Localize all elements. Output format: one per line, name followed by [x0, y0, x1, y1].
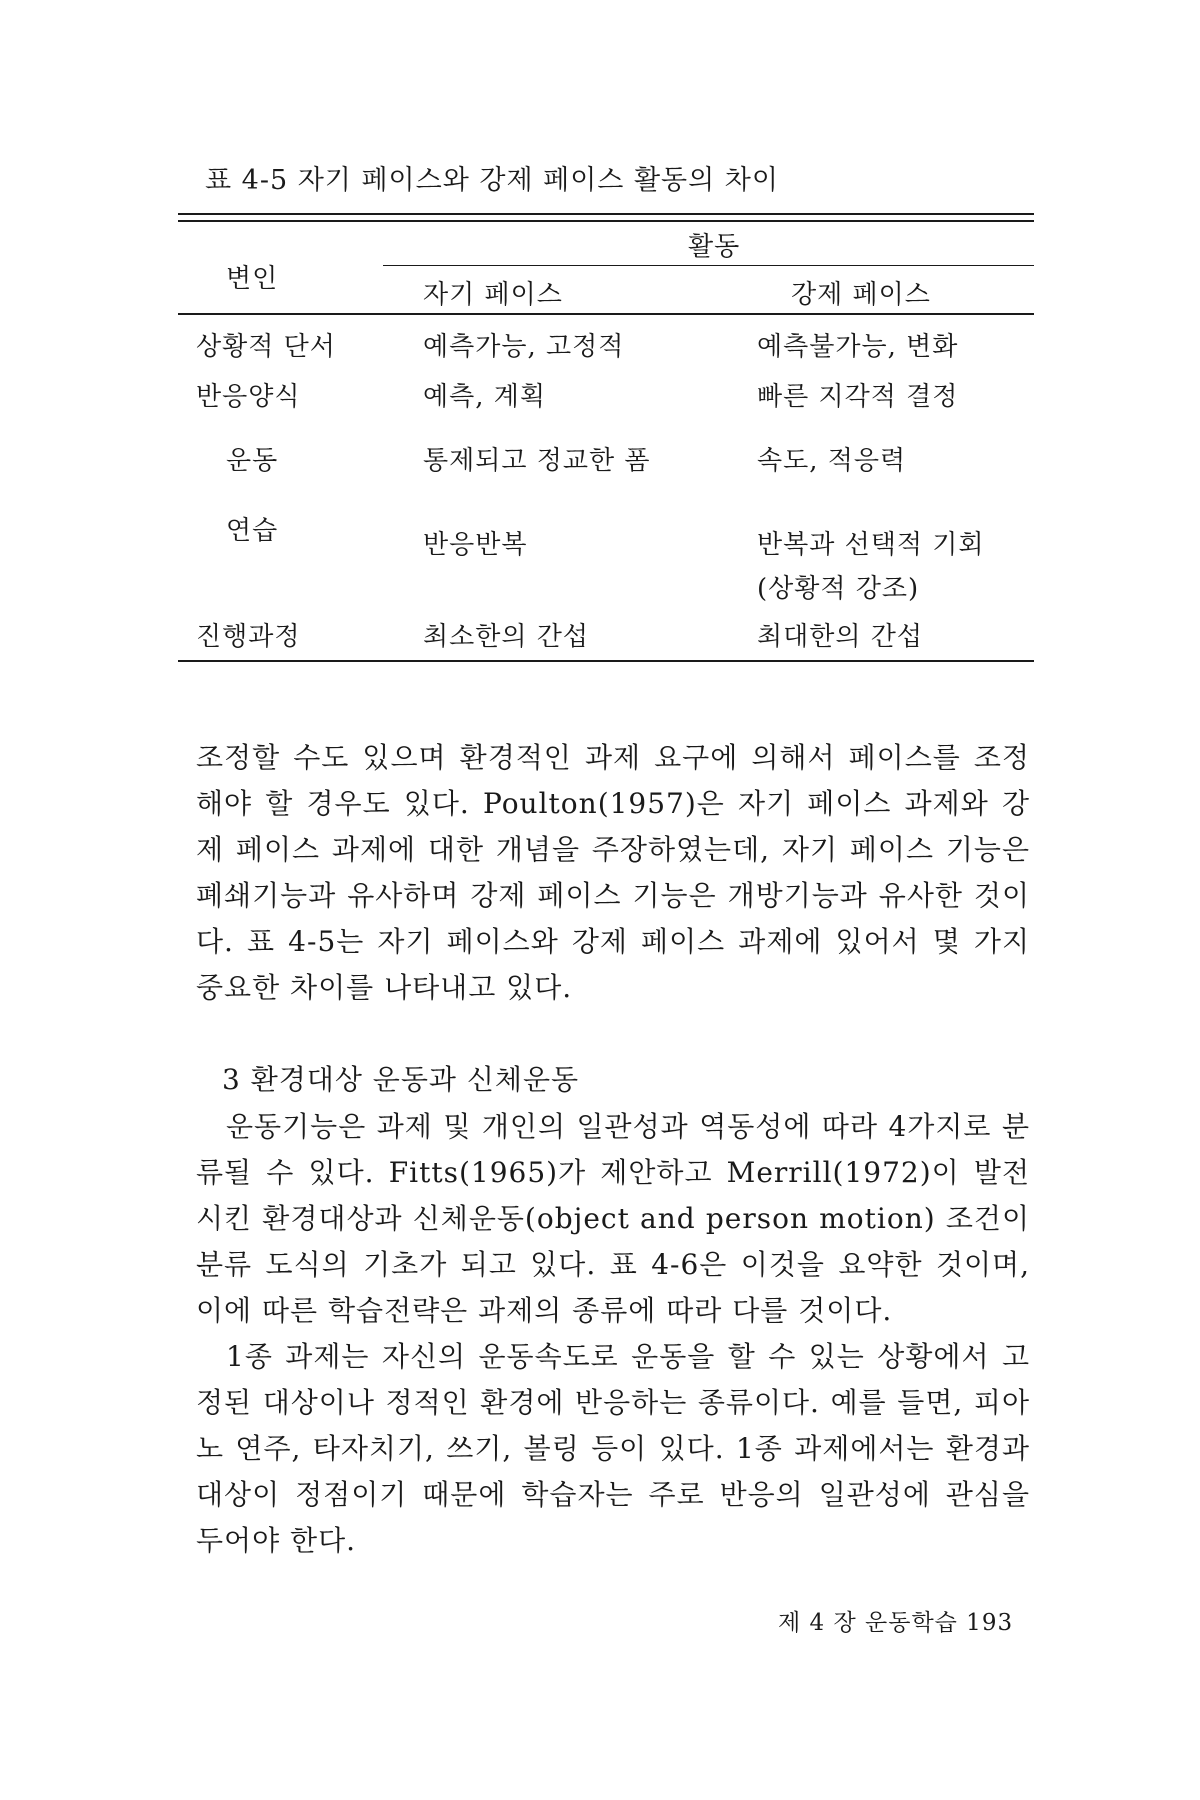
row4-variable: 연습: [226, 516, 279, 546]
row5-self-paced: 최소한의 간섭: [423, 622, 589, 652]
header-sub-rule: [383, 265, 1034, 266]
row3-externally-paced: 속도, 적응력: [757, 446, 907, 476]
header-externally-paced: 강제 페이스: [791, 280, 931, 310]
table-top-rule-inner: [178, 220, 1034, 222]
paragraph-classification: 운동기능은 과제 및 개인의 일관성과 역동성에 따라 4가지로 분류될 수 있다. Fitts(1965)가 제안하고 Merrill(1972)이 발전시킨 환경대상과 신체운동(object and person motion) 조건이 분류 도식의 기초가 되고 있다. 표 4-6은 이것을 요약한 것이며, 이에 따른 학습전략은 과제의 종류에 따라 다를 것이다.: [196, 1110, 1030, 1327]
row2-self-paced: 예측, 계획: [423, 382, 546, 412]
row5-externally-paced: 최대한의 간섭: [757, 622, 923, 652]
header-activity: 활동: [688, 232, 741, 262]
section-heading: 3 환경대상 운동과 신체운동: [222, 1063, 580, 1096]
row4-externally-paced-note: (상황적 강조): [757, 574, 920, 604]
table-caption: 표 4-5 자기 페이스와 강제 페이스 활동의 차이: [205, 165, 779, 196]
row2-variable: 반응양식: [196, 382, 301, 412]
row4-externally-paced: 반복과 선택적 기회: [757, 530, 985, 560]
paragraph-pacing: 조정할 수도 있으며 환경적인 과제 요구에 의해서 페이스를 조정해야 할 경우도 있다. Poulton(1957)은 자기 페이스 과제와 강제 페이스 과제에 대한 개념을 주장하였는데, 자기 페이스 기능은 폐쇄기능과 유사하며 강제 페이스 기능은 개방기능과 유사한 것이다. 표 4-5는 자기 페이스와 강제 페이스 과제에 있어서 몇 가지 중요한 차이를 나타내고 있다.: [196, 741, 1030, 1004]
row3-self-paced: 통제되고 정교한 폼: [423, 446, 651, 476]
row1-variable: 상황적 단서: [196, 332, 336, 362]
row5-variable: 진행과정: [196, 622, 301, 652]
row2-externally-paced: 빠른 지각적 결정: [757, 382, 959, 412]
header-variable: 변인: [226, 264, 279, 294]
table-header-rule: [178, 313, 1034, 315]
header-self-paced: 자기 페이스: [423, 280, 563, 310]
row1-externally-paced: 예측불가능, 변화: [757, 332, 959, 362]
page-footer: 제 4 장 운동학습 193: [778, 1610, 1014, 1636]
table-bottom-rule: [178, 660, 1034, 662]
table-top-rule: [178, 213, 1034, 215]
row1-self-paced: 예측가능, 고정적: [423, 332, 625, 362]
row3-variable: 운동: [226, 446, 279, 476]
row4-self-paced: 반응반복: [423, 530, 528, 560]
paragraph-type1-task: 1종 과제는 자신의 운동속도로 운동을 할 수 있는 상황에서 고정된 대상이나 정적인 환경에 반응하는 종류이다. 예를 들면, 피아노 연주, 타자치기, 쓰기, 볼링 등이 있다. 1종 과제에서는 환경과 대상이 정점이기 때문에 학습자는 주로 반응의 일관성에 관심을 두어야 한다.: [196, 1340, 1030, 1557]
